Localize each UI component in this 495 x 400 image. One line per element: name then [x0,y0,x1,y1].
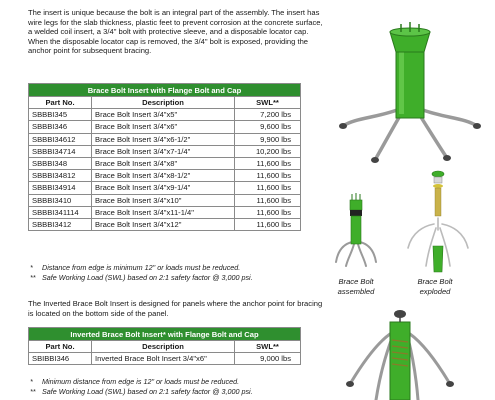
description: Brace Bolt Insert 3/4"x8" [92,157,235,169]
swl-value: 11,600 lbs [235,170,301,182]
part-number: SBBBI3410 [29,194,92,206]
footnote [30,387,253,397]
footnote-text: Distance from edge is minimum 12" or loads must be reduced. [42,263,241,272]
swl-value: 9,600 lbs [235,121,301,133]
table-row [29,170,301,182]
table-row [29,133,301,145]
inverted-brace-bolt-illustration [340,304,460,400]
part-number: SBBBI34914 [29,182,92,194]
swl-value: 11,600 lbs [235,157,301,169]
table-row [29,206,301,218]
table-row [29,182,301,194]
footnote-mark: ** [30,386,36,396]
table-row [29,157,301,169]
column-header: Part No. [29,97,92,109]
description: Brace Bolt Insert 3/4"x10" [92,194,235,206]
swl-value: 11,600 lbs [235,218,301,230]
table2-footnotes [30,377,253,396]
table-title: Brace Bolt Insert with Flange Bolt and Cap [29,84,301,97]
description: Brace Bolt Insert 3/4"x8-1/2" [92,170,235,182]
swl-value: 10,200 lbs [235,145,301,157]
brace-bolt-table [28,83,301,231]
column-header: Part No. [29,341,92,353]
part-number: SBBBI34812 [29,170,92,182]
brace-bolt-exploded-illustration [398,168,478,276]
part-number: SBBBI341114 [29,206,92,218]
column-header: Description [92,97,235,109]
table-row [29,353,301,365]
footnote-text: Safe Working Load (SWL) based on 2:1 safety factor @ 3,000 psi. [42,386,253,396]
part-number: SBBBI34714 [29,145,92,157]
brace-bolt-assembled-illustration [330,192,382,272]
swl-value: 9,000 lbs [235,353,301,365]
footnote [30,273,253,283]
caption-line: assembled [337,286,375,296]
description: Brace Bolt Insert 3/4"x9-1/4" [92,182,235,194]
inverted-brace-bolt-table [28,327,301,365]
part-number: SBBBI348 [29,157,92,169]
description: Brace Bolt Insert 3/4"x12" [92,218,235,230]
table-title: Inverted Brace Bolt Insert* with Flange Bolt and Cap [29,328,301,341]
part-number: SBBBI345 [29,109,92,121]
exploded-caption [405,277,465,296]
swl-value: 11,600 lbs [235,206,301,218]
part-number: SBBBI34612 [29,133,92,145]
table-row [29,218,301,230]
footnote-mark: ** [30,272,36,282]
inverted-intro-paragraph: The Inverted Brace Bolt Insert is designed for panels where the anchor point for bracing is located on the bottom side of the panel. [28,299,323,318]
description: Inverted Brace Bolt Insert 3/4"x6" [92,353,235,365]
swl-value: 11,600 lbs [235,182,301,194]
description: Brace Bolt Insert 3/4"x5" [92,109,235,121]
caption-line: exploded [419,286,451,296]
intro-paragraph: The insert is unique because the bolt is an integral part of the assembly. The insert has wire legs for the slab thickness, plastic feet to prevent corrosion at the concrete surface, a welded coil insert, a 3/4" bolt with protective sleeve, and a disposable locator cap. When the disposable locator cap is removed, the 3/4" bolt is exposed, providing the anchor point for subsequent bracing. [28,8,323,56]
caption-line: Brace Bolt [417,277,453,286]
part-number: SBIBBI346 [29,353,92,365]
swl-value: 7,200 lbs [235,109,301,121]
column-header: Description [92,341,235,353]
caption-line: Brace Bolt [338,277,374,286]
footnote-mark: * [30,263,33,272]
description: Brace Bolt Insert 3/4"x6-1/2" [92,133,235,145]
brace-bolt-insert-illustration [335,18,485,168]
footnote-text: Safe Working Load (SWL) based on 2:1 safety factor @ 3,000 psi. [42,272,253,282]
table-row [29,121,301,133]
table1-footnotes [30,263,253,282]
assembled-caption [326,277,386,296]
description: Brace Bolt Insert 3/4"x11-1/4" [92,206,235,218]
footnote [30,377,253,387]
table-row [29,145,301,157]
footnote [30,263,253,273]
table-row [29,194,301,206]
footnote-text: Minimum distance from edge is 12" or loads must be reduced. [42,377,240,386]
part-number: SBBBI3412 [29,218,92,230]
part-number: SBBBI346 [29,121,92,133]
swl-value: 11,600 lbs [235,194,301,206]
table-row [29,109,301,121]
description: Brace Bolt Insert 3/4"x6" [92,121,235,133]
description: Brace Bolt Insert 3/4"x7-1/4" [92,145,235,157]
swl-value: 9,900 lbs [235,133,301,145]
column-header: SWL** [235,341,301,353]
column-header: SWL** [235,97,301,109]
footnote-mark: * [30,377,33,386]
